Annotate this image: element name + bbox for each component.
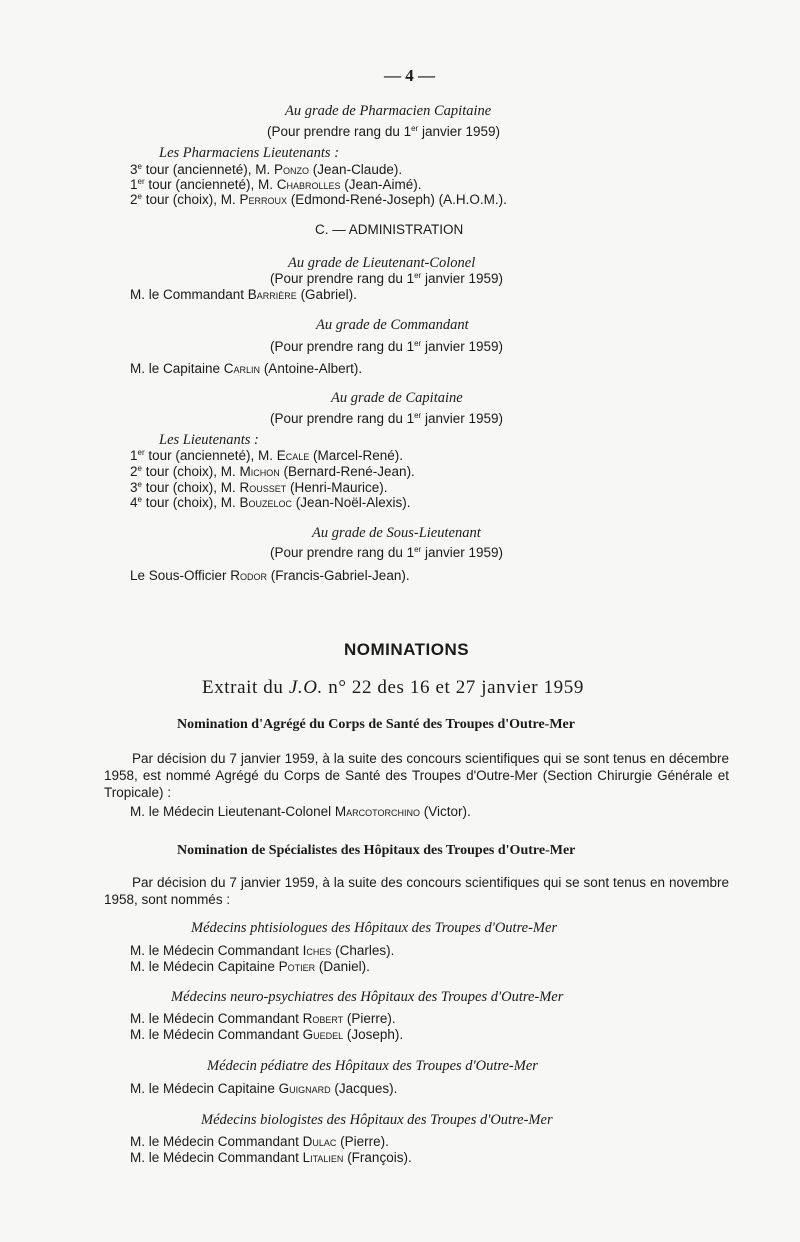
rank-date-line: (Pour prendre rang du 1er janvier 1959) bbox=[270, 339, 504, 354]
promotion-line: M. le Commandant Barrière (Gabriel). bbox=[130, 287, 357, 302]
appointment-line: M. le Médecin Commandant Iches (Charles). bbox=[130, 943, 395, 958]
section-heading-administration: C. — ADMINISTRATION bbox=[315, 222, 464, 237]
appointment-line: M. le Médecin Lieutenant-Colonel Marcotorchino (Victor). bbox=[130, 804, 471, 819]
promotion-line: 3e tour (ancienneté), M. Ponzo (Jean-Claude). bbox=[130, 162, 403, 177]
paragraph-specialistes: Par décision du 7 janvier 1959, à la suite des concours scientifiques qui se sont tenus en novembre 1958, sont nommés : bbox=[104, 875, 729, 907]
promotion-line: 2e tour (choix), M. Perroux (Edmond-René-Joseph) (A.H.O.M.). bbox=[130, 192, 507, 207]
section-title-nominations: NOMINATIONS bbox=[344, 640, 470, 659]
subheading-specialistes: Nomination de Spécialistes des Hôpitaux des Troupes d'Outre-Mer bbox=[177, 843, 576, 858]
promotion-line: 3e tour (choix), M. Rousset (Henri-Maurice). bbox=[130, 480, 388, 495]
grade-heading-sous-lieutenant: Au grade de Sous-Lieutenant bbox=[312, 525, 481, 541]
appointment-line: M. le Médecin Commandant Robert (Pierre). bbox=[130, 1011, 396, 1026]
promotion-line: 1er tour (ancienneté), M. Ecale (Marcel-René). bbox=[130, 448, 403, 463]
group-title-phtisiologues: Médecins phtisiologues des Hôpitaux des Troupes d'Outre-Mer bbox=[191, 920, 558, 936]
promotion-line: Le Sous-Officier Rodor (Francis-Gabriel-Jean). bbox=[130, 568, 410, 583]
group-title-biologistes: Médecins biologistes des Hôpitaux des Troupes d'Outre-Mer bbox=[201, 1112, 553, 1128]
rank-date-line: (Pour prendre rang du 1er janvier 1959) bbox=[270, 271, 504, 286]
appointment-line: M. le Médecin Capitaine Potier (Daniel). bbox=[130, 959, 370, 974]
group-title-pediatre: Médecin pédiatre des Hôpitaux des Troupes d'Outre-Mer bbox=[207, 1058, 538, 1074]
grade-heading-lieutenant-colonel: Au grade de Lieutenant-Colonel bbox=[288, 255, 476, 271]
appointment-line: M. le Médecin Commandant Guedel (Joseph). bbox=[130, 1027, 404, 1042]
grade-heading-commandant: Au grade de Commandant bbox=[316, 317, 469, 333]
grade-heading-capitaine: Au grade de Capitaine bbox=[331, 390, 463, 406]
promotion-line: 4e tour (choix), M. Bouzeloc (Jean-Noël-Alexis). bbox=[130, 495, 411, 510]
rank-date-line: (Pour prendre rang du 1er janvier 1959) bbox=[270, 411, 504, 426]
extrait-line: Extrait du J.O. n° 22 des 16 et 27 janvier 1959 bbox=[202, 677, 584, 698]
subheading-agrege: Nomination d'Agrégé du Corps de Santé des Troupes d'Outre-Mer bbox=[177, 717, 575, 732]
group-label-pharmaciens-lieutenants: Les Pharmaciens Lieutenants : bbox=[159, 145, 340, 161]
promotion-line: 2e tour (choix), M. Michon (Bernard-René-Jean). bbox=[130, 464, 415, 479]
appointment-line: M. le Médecin Capitaine Guignard (Jacques). bbox=[130, 1081, 398, 1096]
promotion-line: M. le Capitaine Carlin (Antoine-Albert). bbox=[130, 361, 363, 376]
rank-date-line: (Pour prendre rang du 1er janvier 1959) bbox=[267, 124, 501, 139]
appointment-line: M. le Médecin Commandant Dulac (Pierre). bbox=[130, 1134, 389, 1149]
group-label-lieutenants: Les Lieutenants : bbox=[159, 432, 259, 448]
rank-date-line: (Pour prendre rang du 1er janvier 1959) bbox=[270, 545, 504, 560]
page-number: — 4 — bbox=[384, 66, 435, 85]
group-title-neuro-psychiatres: Médecins neuro-psychiatres des Hôpitaux des Troupes d'Outre-Mer bbox=[171, 989, 564, 1005]
paragraph-agrege: Par décision du 7 janvier 1959, à la suite des concours scientifiques qui se sont tenus en décembre 1958, est nommé Agrégé du Corps de Santé des Troupes d'Outre-Mer (Section Chirurgie Générale et Tropicale) : bbox=[104, 751, 729, 800]
grade-heading-pharmacien-capitaine: Au grade de Pharmacien Capitaine bbox=[285, 103, 492, 119]
promotion-line: 1er tour (ancienneté), M. Chabrolles (Jean-Aimé). bbox=[130, 177, 422, 192]
appointment-line: M. le Médecin Commandant Litalien (François). bbox=[130, 1150, 412, 1165]
